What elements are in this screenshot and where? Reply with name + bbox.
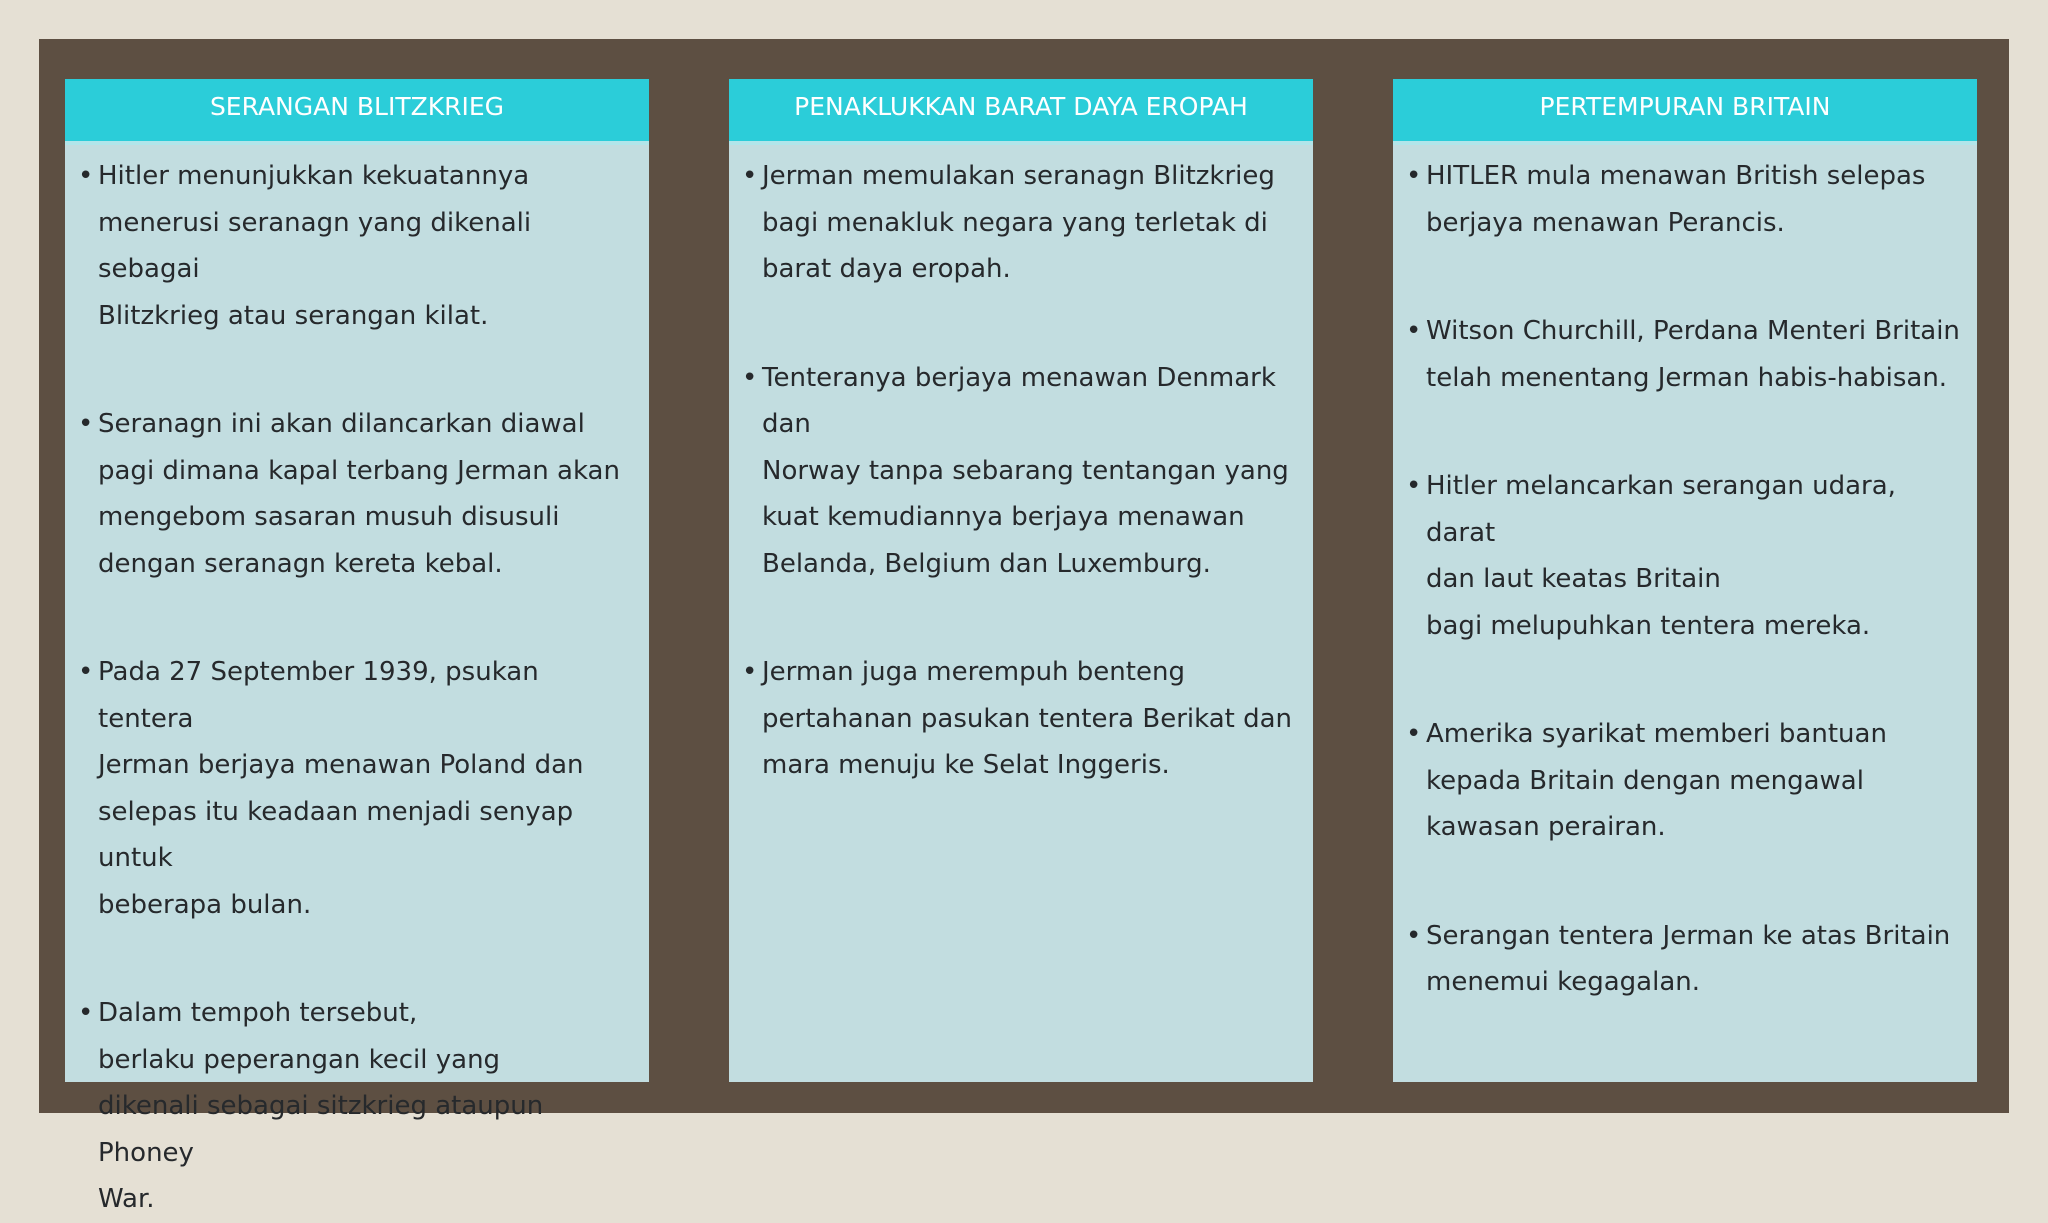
bullet-item: • Tenteranya berjaya menawan Denmark dan Norway tanpa sebarang tentangan yang kuat kemudiannya berjaya menawan Belanda, Belgium dan Luxemburg. (743, 355, 1301, 588)
column-serangan-blitzkrieg (65, 79, 649, 1214)
column-title: SERANGAN BLITZKRIEG (65, 79, 649, 145)
column-penaklukkan-barat-daya-eropah (729, 79, 1313, 1082)
bullet-item: • Jerman memulakan seranagn Blitzkrieg bagi menakluk negara yang terletak di barat daya eropah. (743, 153, 1301, 293)
bullet-item: • Dalam tempoh tersebut, berlaku peperangan kecil yang dikenali sebagai sitzkrieg ataupun Phoney War. (79, 990, 637, 1223)
bullet-list (1393, 145, 1977, 1006)
slide-frame (39, 39, 2009, 1214)
bullet-item: • Jerman juga merempuh benteng pertahanan pasukan tentera Berikat dan mara menuju ke Selat Inggeris. (743, 649, 1301, 789)
column-pertempuran-britain (1393, 79, 1977, 1082)
bullet-item: • Pada 27 September 1939, psukan tentera Jerman berjaya menawan Poland dan selepas itu keadaan menjadi senyap untuk beberapa bulan. (79, 649, 637, 928)
bullet-item: • Hitler melancarkan serangan udara, darat dan laut keatas Britain bagi melupuhkan tentera mereka. (1407, 463, 1965, 649)
bullet-list (729, 145, 1313, 789)
bullet-list (65, 145, 649, 1223)
bullet-item: • Seranagn ini akan dilancarkan diawal pagi dimana kapal terbang Jerman akan mengebom sasaran musuh disusuli dengan seranagn kereta kebal. (79, 401, 637, 587)
column-title: PERTEMPURAN BRITAIN (1393, 79, 1977, 145)
bullet-item: • HITLER mula menawan British selepas berjaya menawan Perancis. (1407, 153, 1965, 246)
bullet-item: • Amerika syarikat memberi bantuan kepada Britain dengan mengawal kawasan perairan. (1407, 711, 1965, 851)
bullet-item: • Witson Churchill, Perdana Menteri Britain telah menentang Jerman habis-habisan. (1407, 308, 1965, 401)
column-title: PENAKLUKKAN BARAT DAYA EROPAH (729, 79, 1313, 145)
bullet-item: • Hitler menunjukkan kekuatannya menerusi seranagn yang dikenali sebagai Blitzkrieg atau serangan kilat. (79, 153, 637, 339)
bullet-item: • Serangan tentera Jerman ke atas Britain menemui kegagalan. (1407, 913, 1965, 1006)
